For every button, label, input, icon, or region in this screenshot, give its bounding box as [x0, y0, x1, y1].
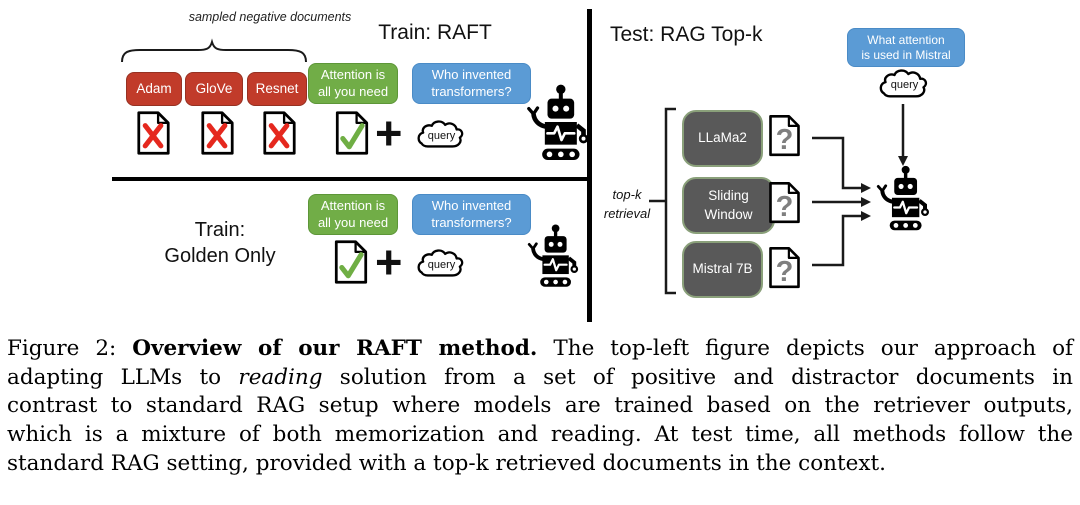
- model-box-llama2: [682, 110, 763, 167]
- golden-doc-label-line1: Attention is: [320, 67, 386, 83]
- topk-retrieval-line2: retrieval: [603, 205, 651, 221]
- caption-italic-reading: reading: [238, 364, 323, 390]
- golden-doc-box: [308, 63, 398, 104]
- negative-doc-label: Resnet: [255, 80, 299, 96]
- robot-icon: [527, 224, 582, 290]
- query-label: query: [427, 259, 456, 272]
- question-box: [412, 63, 531, 104]
- connector-llama2-arrowhead: [861, 183, 871, 193]
- sampled-negatives-label: sampled negative documents: [188, 10, 352, 24]
- document-question-icon: [767, 245, 802, 290]
- train-raft-title: Train: RAFT: [378, 21, 492, 44]
- query-label: query: [427, 129, 456, 142]
- question-mark: ?: [775, 191, 794, 223]
- question-box: [412, 194, 531, 235]
- document-x-icon: [261, 110, 298, 156]
- connector-sliding-window-arrowhead: [861, 197, 871, 207]
- question-label-line1: Who invented: [431, 67, 512, 83]
- golden-doc-label-line2: all you need: [317, 214, 389, 230]
- caption-line-1: [7, 335, 1073, 364]
- caption-text: solution from a set of positive and distractor documents in: [322, 364, 1073, 390]
- query-cloud-icon: [414, 115, 469, 154]
- model-label: Mistral 7B: [692, 261, 753, 277]
- question-label-line2: transformers?: [431, 83, 512, 99]
- model-box-mistral-7b: [682, 241, 763, 298]
- document-question-icon: [767, 113, 802, 158]
- document-x-icon: [135, 110, 172, 156]
- robot-icon: [526, 84, 593, 164]
- caption-line-2: [7, 364, 1073, 393]
- document-check-icon: [332, 239, 370, 285]
- question-label-line2: transformers?: [431, 214, 512, 230]
- caption-text: adapting LLMs to: [7, 364, 239, 390]
- caption-text: The top-left figure depicts our approach of: [537, 336, 1073, 361]
- query-cloud-icon: [876, 65, 933, 103]
- test-question-box: [847, 28, 965, 67]
- question-mark: ?: [775, 124, 794, 156]
- question-label-line1: Who invented: [431, 198, 512, 214]
- question-mark: ?: [775, 256, 794, 288]
- plus-sign: +: [375, 235, 403, 288]
- bracket-icon: [666, 109, 676, 293]
- test-question-line1: What attention: [867, 32, 945, 47]
- test-rag-title: Test: RAG Top-k: [610, 23, 763, 46]
- connector-mistral-arrowhead: [861, 211, 871, 221]
- connector-llama2: [812, 138, 862, 188]
- document-x-icon: [199, 110, 236, 156]
- golden-doc-box: [308, 194, 398, 235]
- negative-doc-box-glove: [185, 72, 243, 106]
- figure-caption: [7, 335, 1073, 479]
- robot-icon: [876, 165, 933, 234]
- connector-mistral: [812, 216, 862, 265]
- model-label: LLaMa2: [698, 130, 747, 146]
- document-check-icon: [333, 110, 371, 156]
- negative-doc-label: Adam: [136, 80, 172, 96]
- negative-doc-box-resnet: [247, 72, 307, 106]
- query-label: query: [890, 79, 919, 92]
- panel-divider-horizontal: [112, 177, 588, 181]
- train-golden-title-line1: Train:: [194, 219, 246, 241]
- document-question-icon: [767, 180, 802, 225]
- train-golden-title: [140, 217, 300, 269]
- golden-doc-label-line2: all you need: [317, 83, 389, 99]
- caption-line-3: contrast to standard RAG setup where models are trained based on the retriever outputs,: [7, 393, 1073, 419]
- query-cloud-icon: [414, 245, 469, 282]
- model-label: Sliding Window: [704, 188, 753, 222]
- golden-doc-label-line1: Attention is: [320, 198, 386, 214]
- topk-retrieval-line1: top-k: [612, 187, 642, 202]
- negative-doc-box-adam: [126, 72, 182, 106]
- caption-line-5: standard RAG setting, provided with a top-k retrieved documents in the context.: [7, 450, 886, 476]
- negative-doc-label: GloVe: [195, 80, 233, 96]
- train-golden-title-line2: Golden Only: [164, 245, 276, 267]
- caption-bold-title: Overview of our RAFT method.: [132, 336, 538, 361]
- model-box-sliding-window: [682, 177, 775, 234]
- caption-figure-number: Figure 2:: [7, 336, 133, 361]
- plus-sign: +: [375, 106, 403, 159]
- brace-icon: [122, 42, 306, 62]
- caption-line-4: which is a mixture of both memorization and reading. At test time, all methods follow the: [7, 422, 1073, 448]
- test-question-line2: is used in Mistral: [861, 47, 951, 62]
- topk-retrieval-label: [594, 186, 660, 224]
- panel-divider-vertical: [587, 9, 592, 322]
